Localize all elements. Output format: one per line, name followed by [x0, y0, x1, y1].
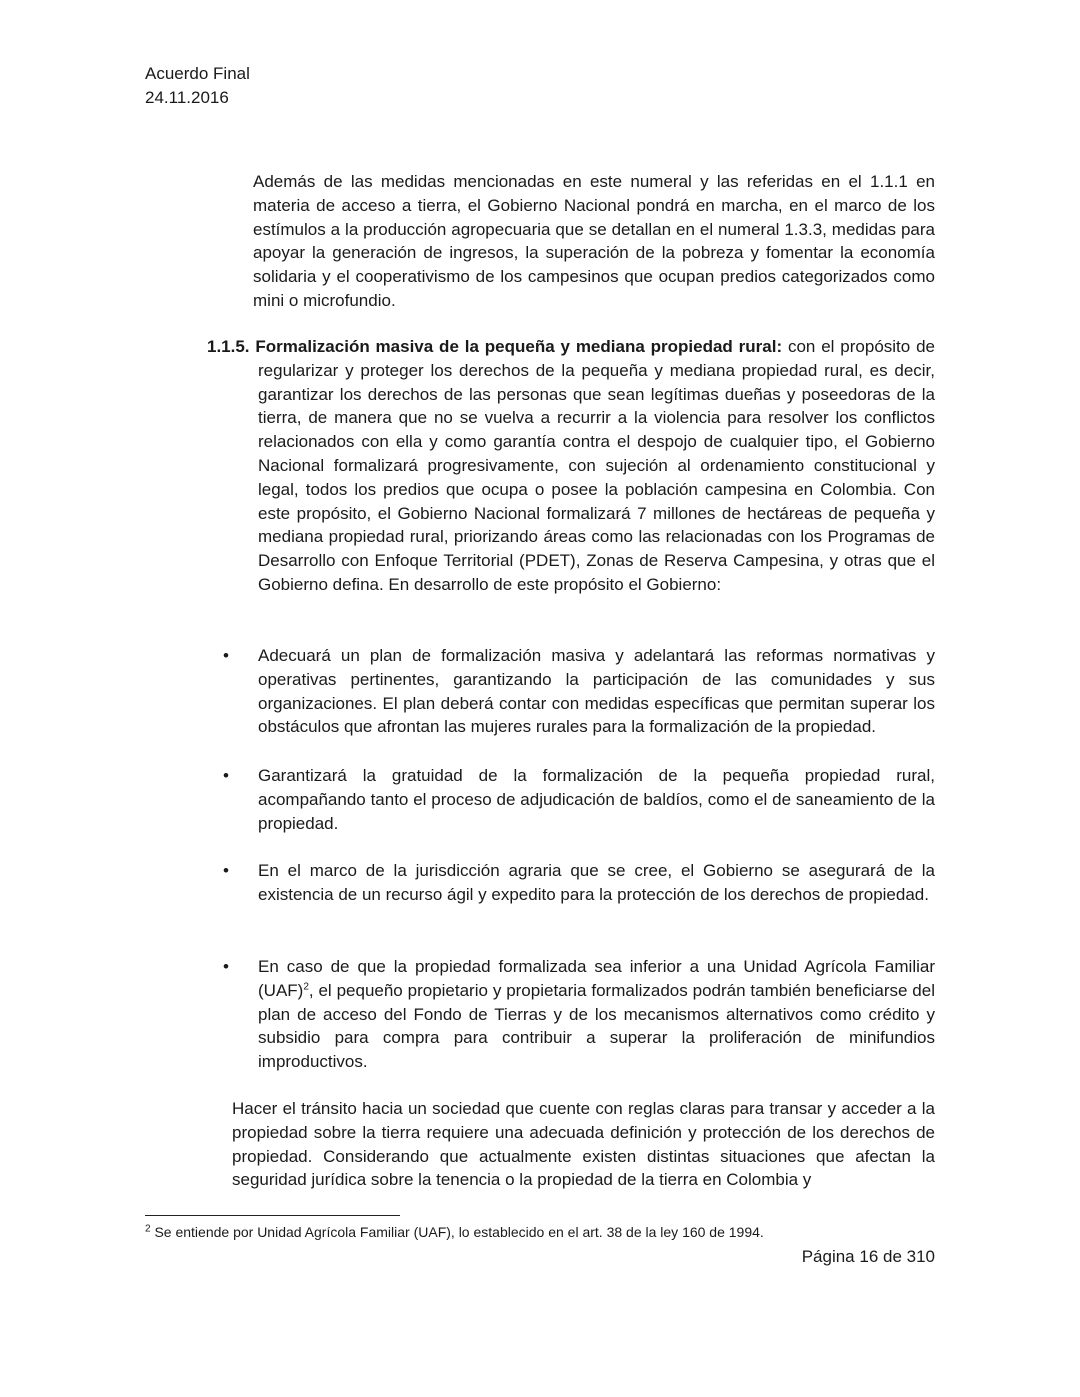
section-title: Formalización masiva de la pequeña y mediana propiedad rural: — [255, 337, 783, 356]
bullet-marker: • — [223, 861, 229, 880]
bullet-item-4 — [258, 955, 935, 1074]
bullet-marker: • — [223, 766, 229, 785]
closing-paragraph: Hacer el tránsito hacia un sociedad que cuente con reglas claras para transar y acceder a la propiedad sobre la tierra requiere una adecuada definición y protección de los derechos de propiedad. Considerando que actualmente existen distintas situaciones que afectan la seguridad jurídica sobre la tenencia o la propiedad de la tierra en Colombia y — [232, 1099, 935, 1190]
bullet-item-1: Adecuará un plan de formalización masiva y adelantará las reformas normativas y operativas pertinentes, garantizando la participación de las comunidades y sus organizaciones. El plan deberá contar con medidas específicas que permitan superar los obstáculos que afrontan las mujeres rurales para la formalización de la propiedad. — [258, 646, 935, 737]
bullet-item-2: Garantizará la gratuidad de la formalización de la pequeña propiedad rural, acompañando tanto el proceso de adjudicación de baldíos, como el de saneamiento de la propiedad. — [258, 766, 935, 833]
bullet-marker: • — [223, 646, 229, 665]
section-body: con el propósito de regularizar y proteger los derechos de la pequeña y mediana propiedad rural, es decir, garantizar los derechos de las personas que sean legítimas dueñas y poseedoras de la tierra, de manera que no se vuelva a recurrir a la violencia para resolver los conflictos relacionados con ella y como garantía contra el despojo de cualquier tipo, el Gobierno Nacional formalizará progresivamente, con sujeción al ordenamiento constitucional y legal, todos los predios que ocupa o posee la población campesina en Colombia. Con este propósito, el Gobierno Nacional formalizará 7 millones de hectáreas de pequeña y mediana propiedad rural, priorizando áreas como las relacionadas con los Programas de Desarrollo con Enfoque Territorial (PDET), Zonas de Reserva Campesina, y otras que el Gobierno defina. En desarrollo de este propósito el Gobierno: — [258, 337, 935, 594]
bullet-4-text-before: En caso de que la propiedad formalizada sea inferior a una Unidad Agrícola Familiar (UAF) — [258, 957, 935, 1000]
page-number: Página 16 de 310 — [801, 1247, 935, 1266]
section-1-1-5 — [207, 335, 935, 597]
footnote-reference[interactable]: 2 — [303, 981, 309, 993]
footnote-mark: 2 — [145, 1223, 151, 1235]
footnote-text: Se entiende por Unidad Agrícola Familiar (UAF), lo establecido en el art. 38 de la ley 160 de 1994. — [150, 1224, 764, 1240]
document-header — [145, 62, 250, 110]
header-date: 24.11.2016 — [145, 88, 229, 107]
bullet-4-text-after: , el pequeño propietario y propietaria formalizados podrán también beneficiarse del plan de acceso del Fondo de Tierras y de los mecanismos alternativos como crédito y subsidio para compra para contribuir a superar la proliferación de minifundios improductivos. — [258, 980, 935, 1072]
footnote-divider — [145, 1215, 400, 1216]
intro-paragraph: Además de las medidas mencionadas en este numeral y las referidas en el 1.1.1 en materia de acceso a tierra, el Gobierno Nacional pondrá en marcha, en el marco de los estímulos a la producción agropecuaria que se detallan en el numeral 1.3.3, medidas para apoyar la generación de ingresos, la superación de la pobreza y fomentar la economía solidaria y el cooperativismo de los campesinos que ocupan predios categorizados como mini o microfundio. — [253, 172, 935, 310]
section-number: 1.1.5. — [207, 337, 250, 356]
header-title: Acuerdo Final — [145, 64, 250, 83]
bullet-item-3: En el marco de la jurisdicción agraria que se cree, el Gobierno se asegurará de la existencia de un recurso ágil y expedito para la protección de los derechos de propiedad. — [258, 861, 935, 904]
footnote — [145, 1222, 764, 1242]
bullet-marker: • — [223, 957, 229, 976]
